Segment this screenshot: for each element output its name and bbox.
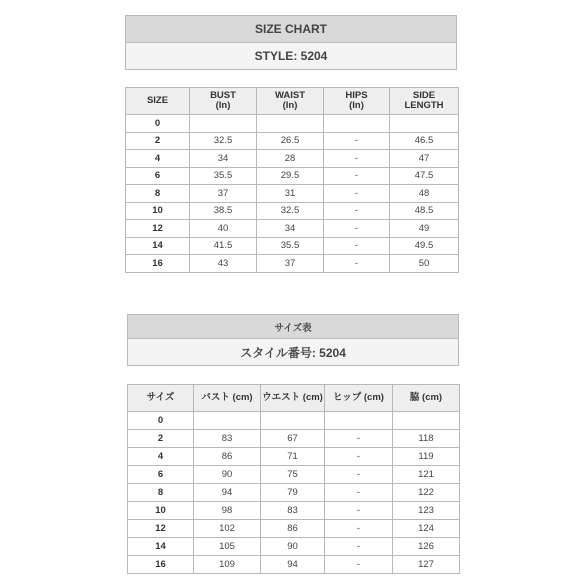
cell-side: 126 <box>393 538 460 556</box>
cell-size: 10 <box>128 502 194 520</box>
cell-size: 0 <box>126 115 190 133</box>
cell-hips: - <box>325 502 393 520</box>
cell-waist: 71 <box>261 448 325 466</box>
table-row <box>126 167 459 185</box>
cell-waist: 37 <box>257 255 324 273</box>
cell-side-length: 47.5 <box>390 167 459 185</box>
cell-side: 119 <box>393 448 460 466</box>
size-chart-title: SIZE CHART <box>126 16 457 43</box>
style-number: STYLE: 5204 <box>126 43 457 70</box>
cell-side-length: 49.5 <box>390 237 459 255</box>
cell-bust: 83 <box>194 430 261 448</box>
cell-size: 2 <box>128 430 194 448</box>
cell-hips: - <box>325 448 393 466</box>
cell-size: 4 <box>126 150 190 168</box>
cell-bust: 102 <box>194 520 261 538</box>
size-chart-title-jp: サイズ表 <box>128 315 459 339</box>
table-row <box>126 150 459 168</box>
cell-side: 124 <box>393 520 460 538</box>
table-header-row <box>126 88 459 115</box>
col-header-waist: ウエスト (cm) <box>261 385 325 412</box>
cell-bust <box>194 412 261 430</box>
table-row <box>128 538 460 556</box>
cell-side: 123 <box>393 502 460 520</box>
cell-bust: 43 <box>190 255 257 273</box>
table-row <box>126 115 459 133</box>
col-header-hips: HIPS (In) <box>324 88 390 115</box>
table-row <box>128 412 460 430</box>
cell-bust: 109 <box>194 556 261 574</box>
cell-bust: 35.5 <box>190 167 257 185</box>
cell-size: 16 <box>128 556 194 574</box>
table-row <box>128 484 460 502</box>
size-table-cm <box>127 384 460 574</box>
col-header-hips: ヒップ (cm) <box>325 385 393 412</box>
table-row <box>128 502 460 520</box>
col-header-bust: バスト (cm) <box>194 385 261 412</box>
cell-hips: - <box>325 484 393 502</box>
cell-side-length: 48 <box>390 185 459 203</box>
cell-size: 4 <box>128 448 194 466</box>
cell-bust: 98 <box>194 502 261 520</box>
col-header-side-length: SIDE LENGTH <box>390 88 459 115</box>
cell-bust: 37 <box>190 185 257 203</box>
cell-size: 12 <box>128 520 194 538</box>
col-header-size: サイズ <box>128 385 194 412</box>
col-header-side: 脇 (cm) <box>393 385 460 412</box>
cell-bust: 38.5 <box>190 202 257 220</box>
cell-hips <box>324 115 390 133</box>
cell-size: 10 <box>126 202 190 220</box>
cell-bust <box>190 115 257 133</box>
cell-size: 8 <box>126 185 190 203</box>
table-row <box>128 466 460 484</box>
cell-hips: - <box>324 255 390 273</box>
cell-waist: 32.5 <box>257 202 324 220</box>
cell-side-length: 47 <box>390 150 459 168</box>
cell-size: 12 <box>126 220 190 238</box>
cell-waist: 29.5 <box>257 167 324 185</box>
table-row <box>128 430 460 448</box>
cell-size: 6 <box>128 466 194 484</box>
cell-waist: 94 <box>261 556 325 574</box>
cell-bust: 86 <box>194 448 261 466</box>
size-table-inches <box>125 87 459 273</box>
cell-bust: 32.5 <box>190 132 257 150</box>
col-header-waist: WAIST (In) <box>257 88 324 115</box>
cell-size: 8 <box>128 484 194 502</box>
table-row <box>128 520 460 538</box>
cell-waist: 31 <box>257 185 324 203</box>
cell-waist: 86 <box>261 520 325 538</box>
cell-waist: 83 <box>261 502 325 520</box>
cell-size: 14 <box>128 538 194 556</box>
cell-side: 118 <box>393 430 460 448</box>
table-row <box>126 185 459 203</box>
cell-bust: 105 <box>194 538 261 556</box>
size-chart-header-en <box>125 15 457 70</box>
cell-bust: 90 <box>194 466 261 484</box>
cell-hips: - <box>324 150 390 168</box>
cell-waist: 75 <box>261 466 325 484</box>
cell-hips: - <box>324 202 390 220</box>
cell-waist: 34 <box>257 220 324 238</box>
table-row <box>126 255 459 273</box>
size-chart-header-jp <box>127 314 459 366</box>
cell-side: 122 <box>393 484 460 502</box>
cell-bust: 94 <box>194 484 261 502</box>
cell-waist: 90 <box>261 538 325 556</box>
cell-waist: 67 <box>261 430 325 448</box>
cell-hips: - <box>324 132 390 150</box>
cell-hips: - <box>324 220 390 238</box>
cell-hips: - <box>324 185 390 203</box>
cell-hips: - <box>325 466 393 484</box>
table-row <box>128 556 460 574</box>
cell-side <box>393 412 460 430</box>
style-number-jp: スタイル番号: 5204 <box>128 339 459 366</box>
table-row <box>126 220 459 238</box>
cell-bust: 41.5 <box>190 237 257 255</box>
cell-hips: - <box>324 167 390 185</box>
cell-hips: - <box>325 556 393 574</box>
table-row <box>126 202 459 220</box>
cell-size: 6 <box>126 167 190 185</box>
table-row <box>126 132 459 150</box>
cell-side-length: 46.5 <box>390 132 459 150</box>
cell-hips: - <box>324 237 390 255</box>
table-row <box>126 237 459 255</box>
cell-size: 2 <box>126 132 190 150</box>
cell-side-length: 49 <box>390 220 459 238</box>
cell-bust: 40 <box>190 220 257 238</box>
cell-side: 127 <box>393 556 460 574</box>
cell-size: 14 <box>126 237 190 255</box>
cell-waist <box>261 412 325 430</box>
col-header-size: SIZE <box>126 88 190 115</box>
col-header-bust: BUST (In) <box>190 88 257 115</box>
cell-waist: 26.5 <box>257 132 324 150</box>
cell-side-length <box>390 115 459 133</box>
cell-size: 16 <box>126 255 190 273</box>
table-header-row <box>128 385 460 412</box>
cell-size: 0 <box>128 412 194 430</box>
cell-waist: 28 <box>257 150 324 168</box>
cell-hips: - <box>325 520 393 538</box>
cell-waist <box>257 115 324 133</box>
cell-hips: - <box>325 538 393 556</box>
cell-bust: 34 <box>190 150 257 168</box>
cell-side: 121 <box>393 466 460 484</box>
cell-waist: 79 <box>261 484 325 502</box>
cell-waist: 35.5 <box>257 237 324 255</box>
table-row <box>128 448 460 466</box>
cell-side-length: 50 <box>390 255 459 273</box>
cell-hips <box>325 412 393 430</box>
cell-hips: - <box>325 430 393 448</box>
cell-side-length: 48.5 <box>390 202 459 220</box>
